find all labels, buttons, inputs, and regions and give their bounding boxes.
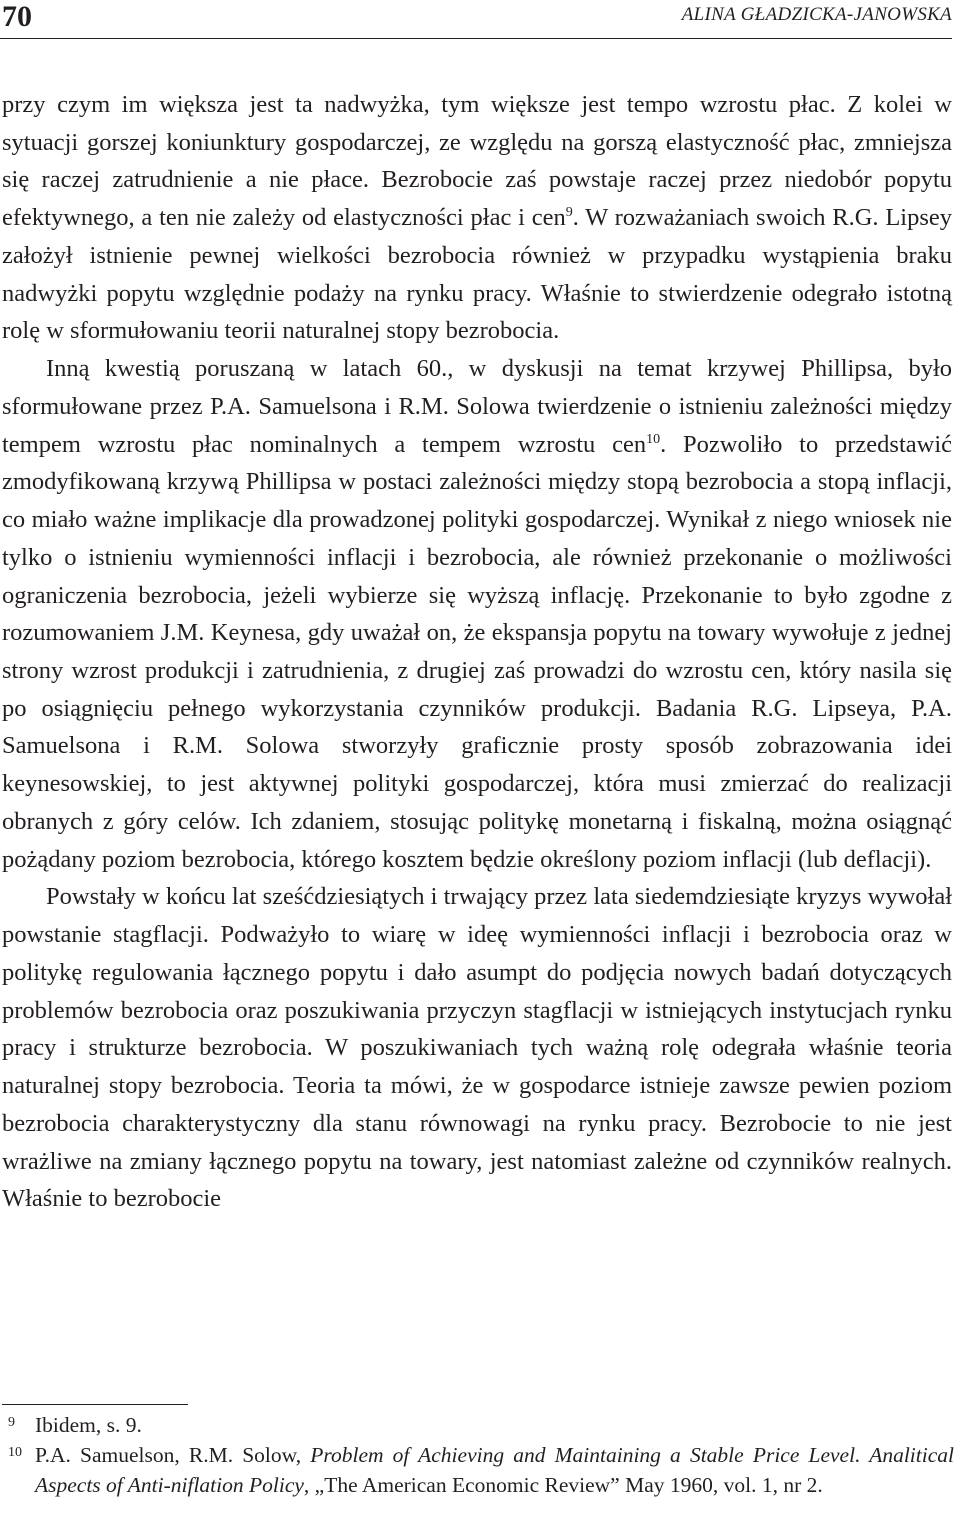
footnote-10-title: Problem of Achieving and Maintaining a Stable Price Level. Analitical Aspects of Anti-niflation Policy bbox=[35, 1443, 954, 1497]
footnote-10-author: P.A. Samuelson, R.M. Solow, bbox=[35, 1443, 311, 1467]
footnotes bbox=[0, 1410, 954, 1500]
paragraph-2-text-b: . Pozwoliło to przedstawić zmodyfikowaną krzywą Phillipsa w postaci zależności między stopą bezrobocia a stopą inflacji, co miało ważne implikacje dla prowadzonej polityki gospodarczej. Wynikał z niego wniosek nie tylko o istnieniu wymienności inflacji i bezrobocia, ale również przekonanie o możliwości ograniczenia bezrobocia, jeżeli wybierze się wyższą inflację. Przekonanie to było zgodne z rozumowaniem J.M. Keynesa, gdy uważał on, że ekspansja popytu na towary wywołuje z jednej strony wzrost produkcji i zatrudnienia, z drugiej zaś prowadzi do wzrostu cen, który nasila się po osiągnięciu pełnego wykorzystania czynników produkcji. Badania R.G. Lipseya, P.A. Samuelsona i R.M. Solowa stworzyły graficznie prosty sposób zobrazowania idei keynesowskiej, to jest aktywnej polityki gospodarczej, która musi zmierzać do realizacji obranych z góry celów. Ich zdaniem, stosując politykę monetarną i fiskalną, można osiągnąć pożądany poziom bezrobocia, którego kosztem będzie określony poziom inflacji (lub deflacji). bbox=[2, 430, 952, 873]
paragraph-3-text: Powstały w końcu lat sześćdziesiątych i trwający przez lata siedemdziesiąte kryzys wywołał powstanie stagflacji. Podważyło to wiarę w ideę wymienności inflacji i bezrobocia oraz w politykę regulowania łącznego popytu i dało asumpt do podjęcia nowych badań dotyczących problemów bezrobocia oraz poszukiwania przyczyn stagflacji w istniejących instytucjach rynku pracy i strukturze bezrobocia. W poszukiwaniach tych ważną rolę odegrała właśnie teoria naturalnej stopy bezrobocia. Teoria ta mówi, że w gospodarce istnieje zawsze pewien poziom bezrobocia charakterystyczny dla stanu równowagi na rynku pracy. Bezrobocie to nie jest wrażliwe na zmiany łącznego popytu na towary, jest natomiast zależne od czynników realnych. Właśnie to bezrobocie bbox=[2, 883, 952, 1213]
footnote-9 bbox=[0, 1410, 954, 1440]
page-header bbox=[0, 0, 954, 38]
footnote-9-text: Ibidem, s. 9. bbox=[35, 1413, 142, 1437]
header-rule bbox=[0, 38, 952, 39]
footnote-10-mark: 10 bbox=[8, 1445, 22, 1460]
paragraph-2 bbox=[2, 350, 952, 878]
paragraph-3 bbox=[2, 878, 952, 1218]
footnote-9-mark: 9 bbox=[8, 1415, 15, 1430]
paragraph-1-text-a: przy czym im większa jest ta nadwyżka, tym większe jest tempo wzrostu płac. Z kolei w sytuacji gorszej koniunktury gospodarczej, ze względu na gorszą elastyczność płac, zmniejsza się raczej zatrudnienie a nie płace. Bezrobocie zaś powstaje raczej przez niedobór popytu efektywnego, a ten nie zależy od elastyczności płac i cen bbox=[2, 91, 952, 232]
footnote-ref-10: 10 bbox=[646, 431, 661, 447]
footnote-ref-9: 9 bbox=[565, 205, 573, 221]
paragraph-2-text-a: Inną kwestią poruszaną w latach 60., w dyskusji na temat krzywej Phillipsa, było sformułowane przez P.A. Samuelsona i R.M. Solowa twierdzenie o istnieniu zależności między tempem wzrostu płac nominalnych a tempem wzrostu cen bbox=[2, 355, 952, 458]
footnote-10 bbox=[0, 1440, 954, 1500]
running-head-author: ALINA GŁADZICKA-JANOWSKA bbox=[681, 4, 952, 25]
footnote-10-rest: , „The American Economic Review” May 1960, vol. 1, nr 2. bbox=[303, 1473, 823, 1497]
paragraph-1-text-b: . W rozważaniach swoich R.G. Lipsey założył istnienie pewnej wielkości bezrobocia również w przypadku wystąpienia braku nadwyżki popytu względnie podaży na rynku pracy. Właśnie to stwierdzenie odegrało istotną rolę w sformułowaniu teorii naturalnej stopy bezrobocia. bbox=[2, 204, 952, 345]
page-number: 70 bbox=[2, 0, 32, 33]
body-text bbox=[2, 86, 952, 1218]
footnote-rule bbox=[2, 1404, 188, 1405]
paragraph-1 bbox=[2, 86, 952, 350]
